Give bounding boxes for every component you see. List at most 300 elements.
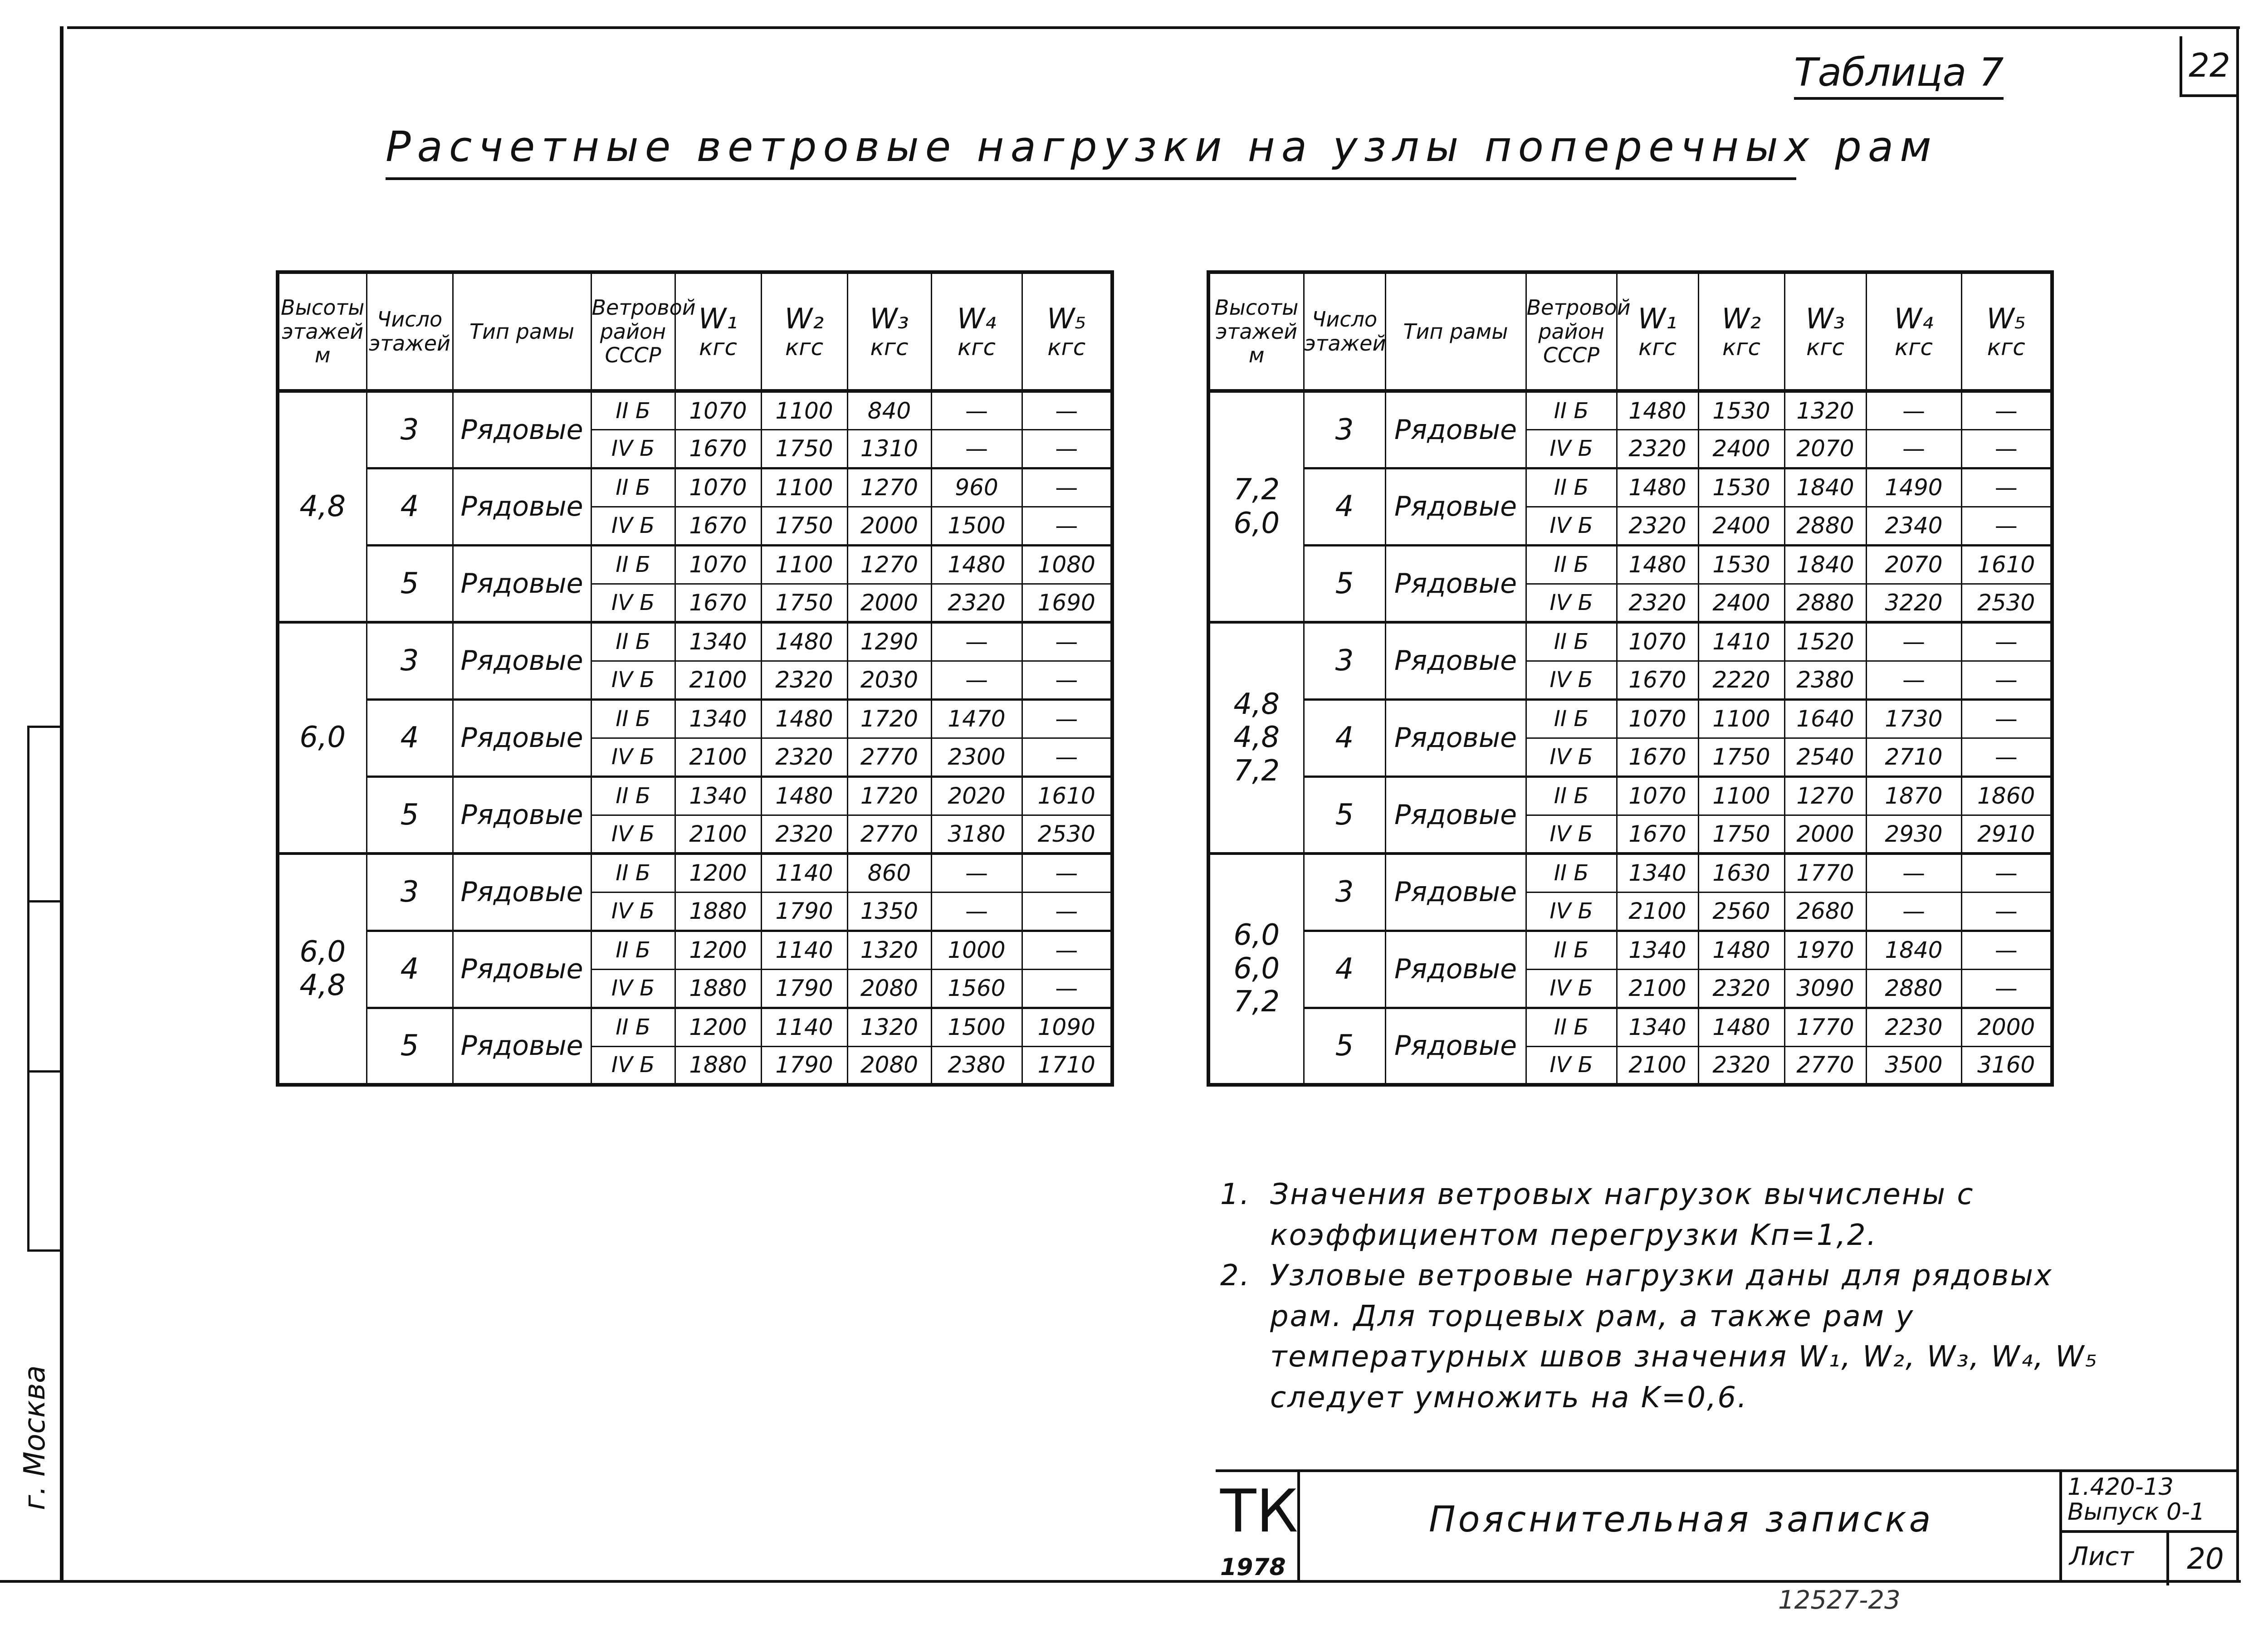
cell-w2: 2320 [761,738,847,776]
cell-frame-type: Рядовые [453,776,591,854]
cell-wind-region: IV Б [1526,738,1617,776]
note-text: Значения ветровых нагрузок вычислены с коэффициентом перегрузки Kп=1,2. [1270,1178,1975,1252]
cell-w2: 1790 [761,1046,847,1085]
cell-wind-region: II Б [591,854,675,892]
cell-w2: 1140 [761,931,847,969]
cell-wind-region: II Б [591,391,675,429]
col-header-frame-type: Тип рамы [1385,272,1526,391]
cell-w4: 1000 [931,931,1022,969]
cell-w1: 1480 [1617,545,1698,584]
cell-w3: 840 [847,391,931,429]
cell-floors: 3 [1304,622,1385,699]
cell-w4: — [1866,892,1961,931]
cell-wind-region: IV Б [591,661,675,699]
cell-w5: — [1961,699,2052,738]
cell-w5: — [1961,468,2052,507]
col-header-floors: Число этажей [367,272,453,391]
cell-w4: 2710 [1866,738,1961,776]
cell-w5: — [1961,854,2052,892]
cell-w1: 1340 [1617,1008,1698,1046]
table-label: Таблица 7 [1794,50,2004,100]
cell-w2: 1530 [1698,391,1784,429]
cell-w3: 2080 [847,969,931,1008]
cell-wind-region: II Б [1526,545,1617,584]
cell-w4: — [1866,854,1961,892]
cell-wind-region: IV Б [591,738,675,776]
cell-w2: 2320 [1698,969,1784,1008]
margin-city: г. Москва [18,1365,52,1510]
cell-w2: 1100 [761,545,847,584]
cell-floors: 5 [367,1008,453,1085]
cell-w3: 1320 [1784,391,1866,429]
cell-wind-region: IV Б [1526,429,1617,468]
cell-wind-region: II Б [1526,854,1617,892]
cell-w3: 2770 [1784,1046,1866,1085]
cell-w5: — [1022,969,1112,1008]
cell-wind-region: IV Б [591,969,675,1008]
margin-divider [27,1070,60,1073]
cell-w5: — [1022,661,1112,699]
cell-wind-region: IV Б [591,507,675,545]
col-header-wind-region: Ветровой район СССР [1526,272,1617,391]
cell-w1: 1880 [675,892,761,931]
cell-frame-type: Рядовые [1385,699,1526,776]
cell-height: 6,0 4,8 [278,854,367,1085]
cell-w1: 1070 [675,468,761,507]
cell-w1: 1480 [1617,391,1698,429]
table-row [278,931,1112,969]
cell-w1: 1880 [675,969,761,1008]
cell-w3: 1840 [1784,545,1866,584]
cell-wind-region: IV Б [591,815,675,854]
cell-frame-type: Рядовые [1385,776,1526,854]
cell-height: 6,0 [278,622,367,854]
cell-w2: 1480 [1698,931,1784,969]
frame-right-border [2236,26,2239,1582]
cell-w5: 2910 [1961,815,2052,854]
table-row [1208,468,2052,507]
cell-wind-region: IV Б [1526,969,1617,1008]
cell-wind-region: IV Б [1526,507,1617,545]
cell-frame-type: Рядовые [1385,854,1526,931]
cell-wind-region: II Б [591,622,675,661]
note-item [1220,1256,2127,1418]
issue-code: Выпуск 0-1 [2068,1498,2205,1526]
cell-frame-type: Рядовые [1385,545,1526,622]
cell-w4: 2340 [1866,507,1961,545]
cell-w2: 2320 [761,661,847,699]
cell-w2: 2320 [1698,1046,1784,1085]
col-header-unit: кгс [699,334,737,361]
cell-w2: 2400 [1698,584,1784,622]
col-header-unit: кгс [1806,334,1844,361]
col-header-w2 [761,272,847,391]
cell-w1: 1340 [675,622,761,661]
bottom-code: 12527-23 [1778,1585,1901,1615]
cell-w1: 1480 [1617,468,1698,507]
cell-w2: 1100 [761,468,847,507]
col-header-frame-type: Тип рамы [453,272,591,391]
cell-w4: 2230 [1866,1008,1961,1046]
cell-w2: 1530 [1698,545,1784,584]
col-header-symbol: W₅ [1986,302,2026,335]
cell-w5: — [1961,622,2052,661]
cell-w4: — [1866,429,1961,468]
cell-w4: — [1866,661,1961,699]
cell-w4: 2880 [1866,969,1961,1008]
cell-w3: 2380 [1784,661,1866,699]
cell-wind-region: IV Б [591,892,675,931]
cell-w1: 1070 [1617,622,1698,661]
table-row [278,622,1112,661]
cell-wind-region: II Б [591,1008,675,1046]
col-header-symbol: W₁ [698,302,738,335]
cell-w2: 1750 [761,429,847,468]
cell-w1: 2100 [675,815,761,854]
cell-w2: 1140 [761,854,847,892]
col-header-wind-region: Ветровой район СССР [591,272,675,391]
stamp-code-block [2059,1472,2239,1583]
col-header-unit: кгс [870,334,909,361]
cell-wind-region: IV Б [591,1046,675,1085]
col-header-w1 [675,272,761,391]
cell-w3: 1770 [1784,854,1866,892]
cell-w2: 2560 [1698,892,1784,931]
cell-w5: 3160 [1961,1046,2052,1085]
cell-w3: 2070 [1784,429,1866,468]
cell-wind-region: IV Б [1526,892,1617,931]
cell-w1: 1340 [1617,854,1698,892]
cell-w3: 2770 [847,738,931,776]
col-header-symbol: W₅ [1047,302,1086,335]
cell-floors: 3 [367,391,453,468]
cell-w4: 2070 [1866,545,1961,584]
table-row [278,699,1112,738]
cell-floors: 5 [1304,776,1385,854]
logo-text: ТК [1220,1477,1298,1546]
cell-w2: 1140 [761,1008,847,1046]
cell-wind-region: II Б [1526,622,1617,661]
cell-w2: 1630 [1698,854,1784,892]
cell-w5: — [1961,892,2052,931]
cell-w4: — [931,622,1022,661]
sheet-label: Лист [2069,1542,2134,1571]
cell-w1: 2320 [1617,429,1698,468]
cell-w3: 2770 [847,815,931,854]
cell-w4: 1490 [1866,468,1961,507]
cell-w3: 2030 [847,661,931,699]
cell-w2: 1480 [761,622,847,661]
cell-frame-type: Рядовые [1385,468,1526,545]
cell-w4: 960 [931,468,1022,507]
cell-w4: 1560 [931,969,1022,1008]
cell-floors: 5 [1304,545,1385,622]
cell-frame-type: Рядовые [453,931,591,1008]
table-row [278,468,1112,507]
cell-w4: 2380 [931,1046,1022,1085]
cell-wind-region: IV Б [1526,584,1617,622]
cell-w3: 2000 [847,584,931,622]
cell-w4: 2300 [931,738,1022,776]
cell-w5: — [1022,892,1112,931]
cell-w2: 2400 [1698,507,1784,545]
cell-w3: 1840 [1784,468,1866,507]
cell-w3: 2680 [1784,892,1866,931]
col-header-height: Высоты этажей м [1208,272,1304,391]
cell-frame-type: Рядовые [453,468,591,545]
table-row [278,776,1112,815]
cell-w3: 2540 [1784,738,1866,776]
cell-frame-type: Рядовые [1385,622,1526,699]
col-header-height: Высоты этажей м [278,272,367,391]
cell-w5: — [1961,738,2052,776]
cell-w4: 1500 [931,507,1022,545]
cell-height: 4,8 [278,391,367,622]
cell-wind-region: IV Б [1526,661,1617,699]
cell-w3: 1290 [847,622,931,661]
cell-w5: 2530 [1961,584,2052,622]
cell-w5: 1610 [1961,545,2052,584]
col-header-unit: кгс [1987,334,2025,361]
cell-height: 4,8 4,8 7,2 [1208,622,1304,854]
col-header-symbol: W₁ [1637,302,1677,335]
cell-wind-region: II Б [591,468,675,507]
cell-w1: 1340 [675,776,761,815]
cell-wind-region: IV Б [1526,815,1617,854]
cell-w3: 1720 [847,699,931,738]
cell-w2: 1480 [1698,1008,1784,1046]
cell-wind-region: II Б [1526,1008,1617,1046]
cell-frame-type: Рядовые [453,545,591,622]
cell-w1: 2100 [1617,1046,1698,1085]
cell-wind-region: II Б [1526,776,1617,815]
cell-w3: 1270 [847,468,931,507]
cell-w1: 1340 [675,699,761,738]
cell-floors: 4 [1304,931,1385,1008]
col-header-floors: Число этажей [1304,272,1385,391]
col-header-w1 [1617,272,1698,391]
cell-wind-region: II Б [1526,468,1617,507]
margin-divider [27,900,60,902]
wind-load-table-left [276,270,1114,1087]
cell-w5: 1090 [1022,1008,1112,1046]
cell-w1: 1670 [1617,738,1698,776]
cell-w1: 1200 [675,854,761,892]
cell-w1: 2100 [1617,892,1698,931]
cell-w4: — [1866,391,1961,429]
col-header-w4 [1866,272,1961,391]
cell-w5: — [1961,429,2052,468]
table-row [1208,391,2052,429]
cell-w3: 1270 [1784,776,1866,815]
cell-floors: 5 [367,776,453,854]
cell-w4: 2930 [1866,815,1961,854]
cell-w4: 1480 [931,545,1022,584]
title-block [1216,1469,2236,1583]
cell-w5: — [1961,661,2052,699]
cell-w5: — [1022,699,1112,738]
cell-w3: 1270 [847,545,931,584]
cell-floors: 3 [367,854,453,931]
cell-w1: 1880 [675,1046,761,1085]
col-header-unit: кгс [1638,334,1677,361]
cell-w1: 1670 [1617,661,1698,699]
col-header-unit: кгс [1047,334,1086,361]
cell-floors: 4 [1304,468,1385,545]
cell-w1: 2100 [1617,969,1698,1008]
cell-w5: 2000 [1961,1008,2052,1046]
cell-wind-region: II Б [591,699,675,738]
margin-box [27,726,62,1252]
notes [1220,1175,2127,1419]
cell-w2: 1750 [1698,815,1784,854]
col-header-symbol: W₃ [870,302,909,335]
cell-w5: 1080 [1022,545,1112,584]
cell-w3: 2000 [1784,815,1866,854]
cell-w2: 2220 [1698,661,1784,699]
table-row [278,391,1112,429]
cell-w1: 1070 [1617,699,1698,738]
table-row [1208,854,2052,892]
cell-wind-region: II Б [591,776,675,815]
cell-floors: 3 [1304,854,1385,931]
cell-w1: 1670 [1617,815,1698,854]
cell-w3: 1640 [1784,699,1866,738]
sheet-number: 22 [2180,36,2237,97]
cell-wind-region: IV Б [591,584,675,622]
cell-w5: — [1022,429,1112,468]
cell-w3: 1970 [1784,931,1866,969]
cell-w3: 2000 [847,507,931,545]
cell-w5: — [1961,969,2052,1008]
table-row [278,545,1112,584]
cell-w3: 3090 [1784,969,1866,1008]
cell-w1: 2320 [1617,584,1698,622]
cell-floors: 5 [367,545,453,622]
cell-w4: — [931,391,1022,429]
table-row [1208,545,2052,584]
cell-w5: — [1961,507,2052,545]
cell-w2: 2400 [1698,429,1784,468]
table-row [1208,1008,2052,1046]
col-header-symbol: W₄ [1894,302,1934,335]
cell-w3: 1320 [847,931,931,969]
cell-w1: 1670 [675,584,761,622]
cell-w5: — [1022,738,1112,776]
table-row [1208,622,2052,661]
cell-w4: 1840 [1866,931,1961,969]
cell-w4: 1730 [1866,699,1961,738]
frame-top-border [67,26,2240,29]
cell-w4: — [931,429,1022,468]
cell-w1: 1200 [675,1008,761,1046]
stamp-code [2068,1475,2205,1524]
cell-w2: 1410 [1698,622,1784,661]
cell-w5: 2530 [1022,815,1112,854]
note-number: 2. [1220,1259,1251,1293]
cell-w3: 2880 [1784,584,1866,622]
cell-floors: 3 [1304,391,1385,468]
cell-frame-type: Рядовые [453,699,591,776]
cell-w5: — [1022,507,1112,545]
cell-w4: — [931,892,1022,931]
cell-w1: 1070 [1617,776,1698,815]
cell-w1: 2100 [675,661,761,699]
cell-w4: — [931,854,1022,892]
col-header-w3 [1784,272,1866,391]
cell-wind-region: II Б [1526,391,1617,429]
cell-w4: 3220 [1866,584,1961,622]
stamp-title: Пояснительная записка [1429,1499,1934,1540]
cell-w5: 1860 [1961,776,2052,815]
cell-w1: 1200 [675,931,761,969]
cell-frame-type: Рядовые [453,622,591,699]
cell-w4: — [931,661,1022,699]
cell-floors: 4 [367,931,453,1008]
cell-w5: — [1022,468,1112,507]
cell-frame-type: Рядовые [453,1008,591,1085]
cell-wind-region: II Б [591,545,675,584]
col-header-unit: кгс [1722,334,1760,361]
cell-w2: 1750 [761,584,847,622]
stamp-sheet-row [2062,1530,2239,1585]
col-header-symbol: W₄ [957,302,997,335]
cell-w4: — [1866,622,1961,661]
cell-w4: 3180 [931,815,1022,854]
cell-w3: 1770 [1784,1008,1866,1046]
cell-w2: 1100 [1698,699,1784,738]
cell-w3: 860 [847,854,931,892]
cell-w4: 1500 [931,1008,1022,1046]
cell-w5: — [1022,931,1112,969]
cell-frame-type: Рядовые [1385,391,1526,468]
col-header-w5 [1961,272,2052,391]
cell-w3: 1350 [847,892,931,931]
cell-w2: 1100 [761,391,847,429]
col-header-w3 [847,272,931,391]
stamp-year: 1978 [1220,1554,1286,1581]
col-header-w4 [931,272,1022,391]
col-header-symbol: W₂ [784,302,824,335]
cell-w4: 3500 [1866,1046,1961,1085]
table-row [1208,699,2052,738]
col-header-w5 [1022,272,1112,391]
cell-w3: 1320 [847,1008,931,1046]
stamp-logo [1216,1472,1300,1583]
cell-w3: 1520 [1784,622,1866,661]
cell-w2: 1790 [761,969,847,1008]
cell-w5: 1690 [1022,584,1112,622]
series-code: 1.420-13 [2068,1473,2174,1501]
cell-w2: 1480 [761,699,847,738]
cell-w2: 1750 [761,507,847,545]
cell-w1: 1070 [675,545,761,584]
cell-w2: 1530 [1698,468,1784,507]
cell-w5: — [1022,391,1112,429]
table-row [278,854,1112,892]
col-header-unit: кгс [785,334,823,361]
cell-w4: 1470 [931,699,1022,738]
cell-frame-type: Рядовые [1385,931,1526,1008]
cell-floors: 4 [1304,699,1385,776]
cell-w4: 2320 [931,584,1022,622]
cell-height: 6,0 6,0 7,2 [1208,854,1304,1085]
cell-w1: 2100 [675,738,761,776]
cell-w5: — [1961,931,2052,969]
note-item [1220,1175,2127,1256]
cell-w4: 2020 [931,776,1022,815]
cell-wind-region: II Б [591,931,675,969]
